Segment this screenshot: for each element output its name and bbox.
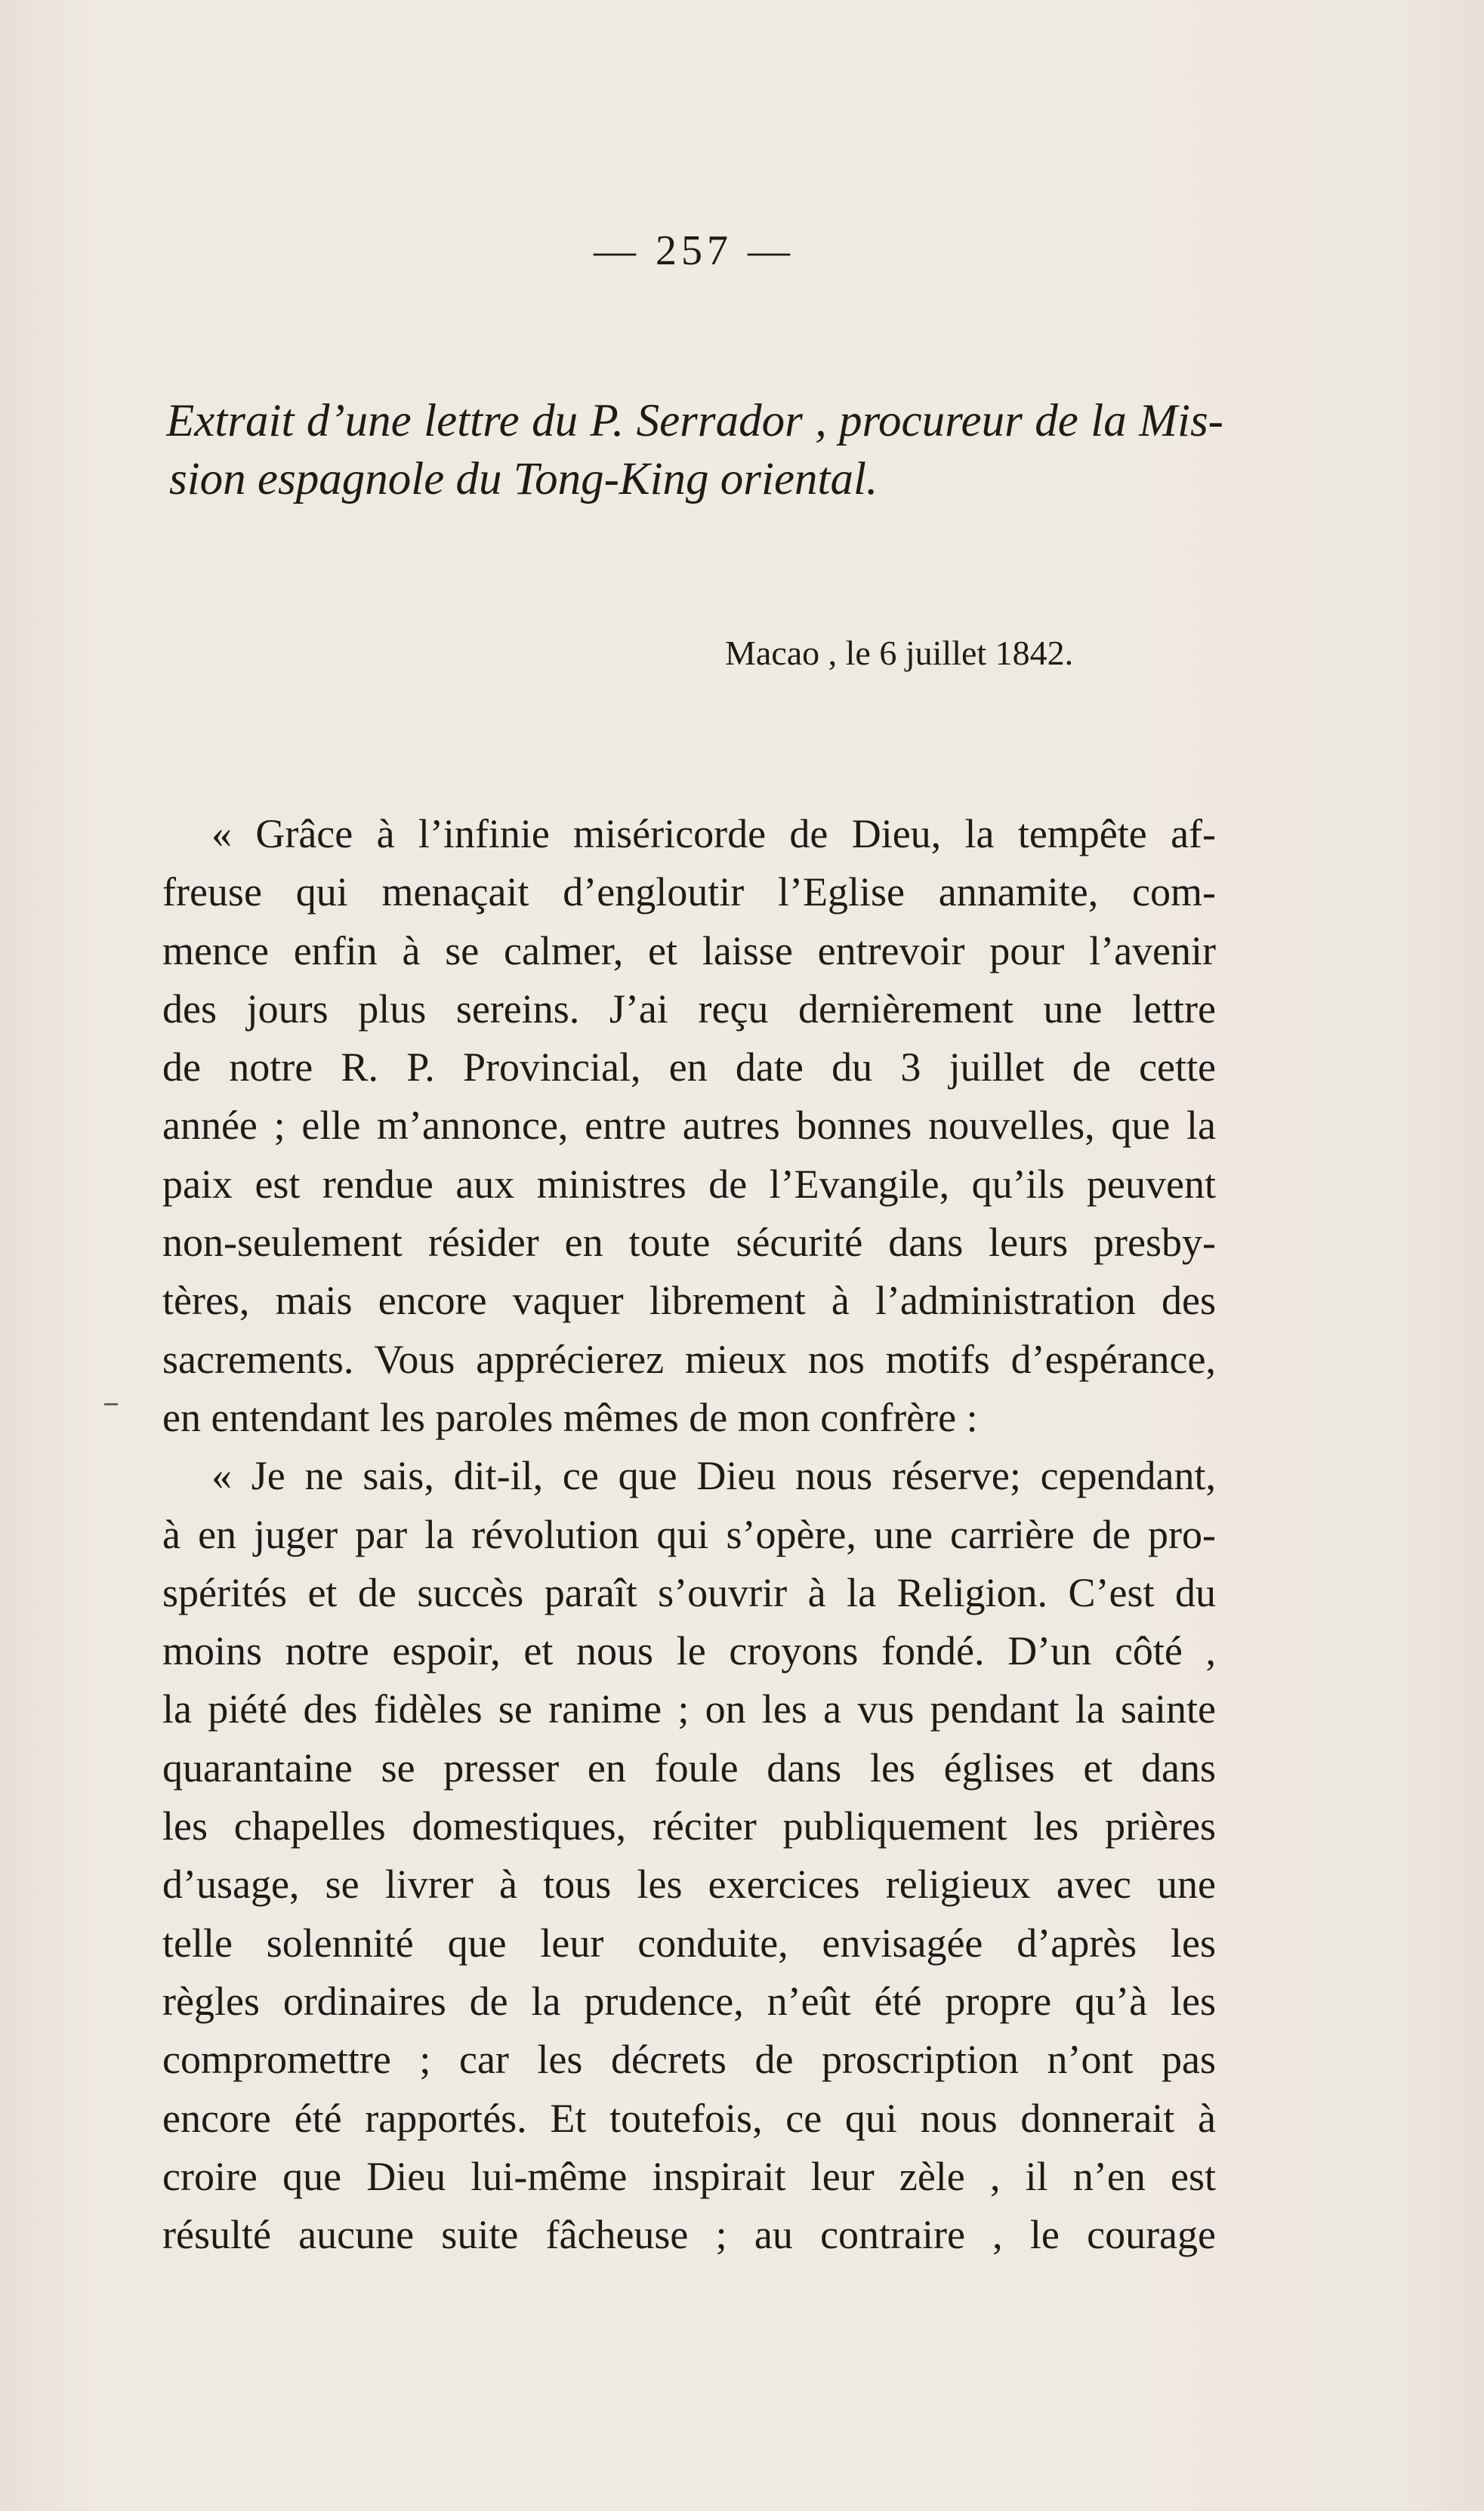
text-line: résulté aucune suite fâcheuse ; au contraire , le courage <box>162 2212 1216 2258</box>
heading-line-2: sion espagnole du Tong-King oriental. <box>169 454 878 505</box>
text-line: règles ordinaires de la prudence, n’eût été propre qu’à les <box>162 1978 1216 2024</box>
text-line: « Grâce à l’infinie miséricorde de Dieu, la tempête af- <box>211 811 1216 856</box>
text-line: de notre R. P. Provincial, en date du 3 juillet de cette <box>162 1044 1216 1090</box>
text-line: non-seulement résider en toute sécurité dans leurs presby- <box>162 1220 1216 1266</box>
text-line: mence enfin à se calmer, et laisse entrevoir pour l’avenir <box>162 927 1216 973</box>
text-line: freuse qui menaçait d’engloutir l’Eglise annamite, com- <box>162 869 1216 915</box>
text-line: compromettre ; car les décrets de proscription n’ont pas <box>162 2037 1216 2083</box>
text-line: d’usage, se livrer à tous les exercices religieux avec une <box>162 1862 1216 1908</box>
text-line: à en juger par la révolution qui s’opère, une carrière de pro- <box>162 1511 1216 1557</box>
text-line: quarantaine se presser en foule dans les églises et dans <box>162 1744 1216 1791</box>
text-line: sacrements. Vous apprécierez mieux nos motifs d’espérance, <box>162 1336 1216 1382</box>
text-line: croire que Dieu lui-même inspirait leur zèle , il n’en est <box>162 2153 1216 2199</box>
text-line: paix est rendue aux ministres de l’Evangile, qu’ils peuvent <box>162 1161 1216 1207</box>
dateline: Macao , le 6 juillet 1842. <box>725 634 1074 672</box>
text-line: des jours plus sereins. J’ai reçu dernièrement une lettre <box>162 986 1216 1032</box>
text-line: en entendant les paroles mêmes de mon confrère : <box>162 1394 978 1440</box>
text-line: telle solennité que leur conduite, envisagée d’après les <box>162 1920 1216 1966</box>
letter-heading <box>166 389 1223 506</box>
body-text <box>162 805 1216 2264</box>
text-line: encore été rapportés. Et toutefois, ce qui nous donnerait à <box>162 2095 1216 2141</box>
text-line: année ; elle m’annonce, entre autres bonnes nouvelles, que la <box>162 1103 1216 1149</box>
heading-line-1: Extrait d’une lettre du P. Serrador , procureur de la Mis- <box>166 396 1223 446</box>
text-line: les chapelles domestiques, réciter publiquement les prières <box>162 1803 1216 1849</box>
text-line: « Je ne sais, dit-il, ce que Dieu nous réserve; cependant, <box>211 1453 1216 1499</box>
margin-mark <box>104 1403 118 1405</box>
text-line: moins notre espoir, et nous le croyons fondé. D’un côté , <box>162 1628 1216 1674</box>
text-line: spérités et de succès paraît s’ouvrir à la Religion. C’est du <box>162 1569 1216 1615</box>
page-number: — 257 — <box>594 227 794 274</box>
text-line: la piété des fidèles se ranime ; on les a vus pendant la sainte <box>162 1686 1216 1732</box>
text-line: tères, mais encore vaquer librement à l’administration des <box>162 1278 1216 1324</box>
